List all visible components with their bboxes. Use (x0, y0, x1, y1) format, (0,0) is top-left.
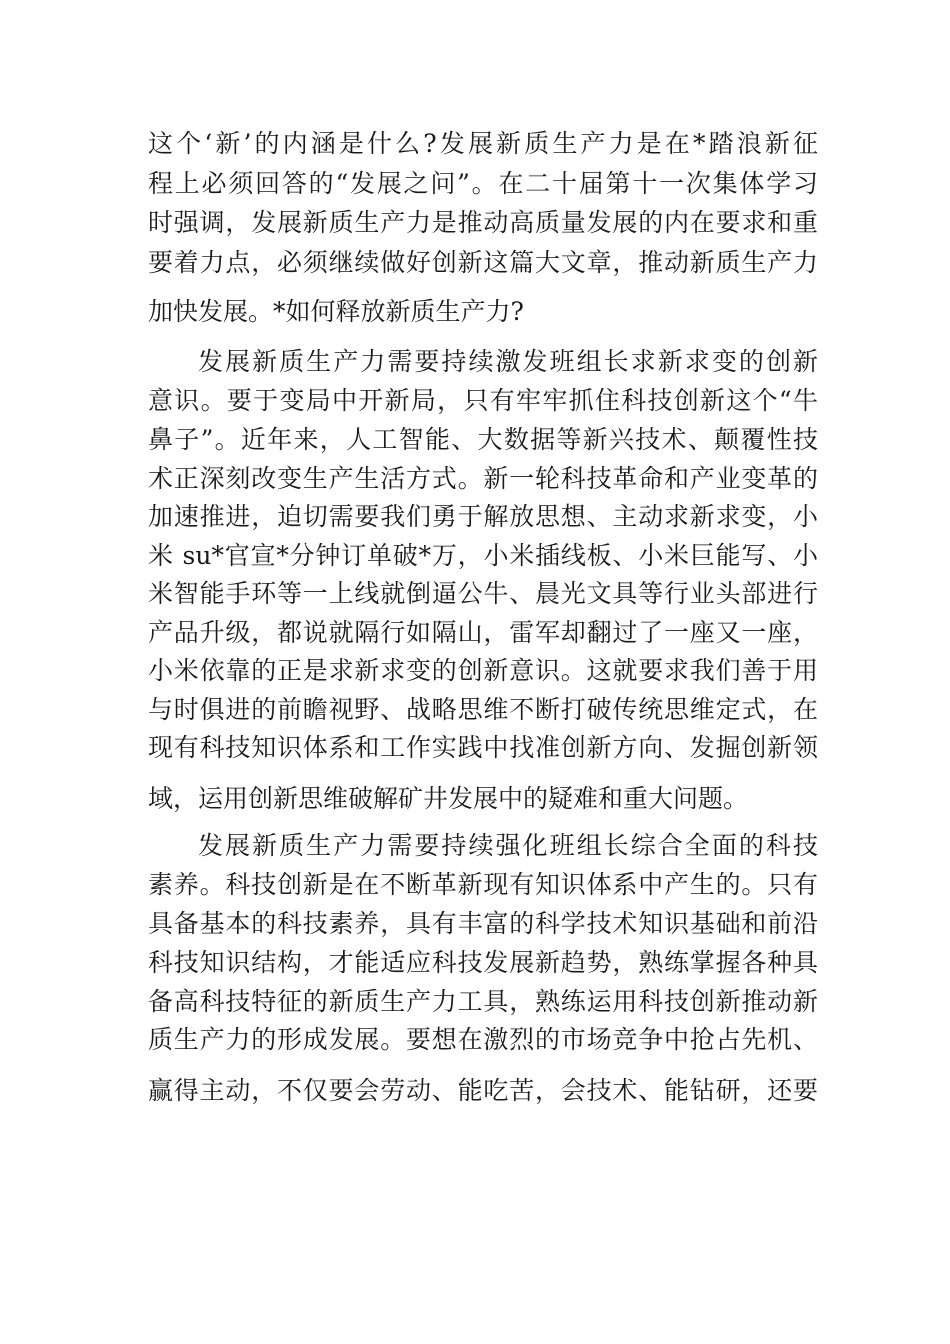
paragraph-2-line-8: 产品升级，都说就隔行如隔山，雷军却翻过了一座又一座， (148, 618, 818, 647)
paragraph-2-line-9: 小米依靠的正是求新求变的创新意识。这就要求我们善于用 (148, 656, 818, 685)
paragraph-1-line-2: 程上必须回答的“发展之问”。在二十届第十一次集体学习 (148, 169, 818, 198)
paragraph-3-line-2: 素养。科技创新是在不断革新现有知识体系中产生的。只有 (148, 870, 818, 899)
paragraph-2-line-5: 加速推进，迫切需要我们勇于解放思想、主动求新求变，小 (148, 502, 818, 531)
paragraph-2-line-11: 现有科技知识体系和工作实践中找准创新方向、发掘创新领 (148, 733, 818, 762)
paragraph-1-line-5: 加快发展。*如何释放新质生产力? (148, 297, 524, 326)
paragraph-1-line-4: 要着力点，必须继续做好创新这篇大文章，推动新质生产力 (148, 248, 818, 277)
paragraph-3-line-1: 发展新质生产力需要持续强化班组长综合全面的科技 (198, 831, 818, 860)
paragraph-3-line-5: 备高科技特征的新质生产力工具，熟练运用科技创新推动新 (148, 987, 818, 1016)
paragraph-2-line-1: 发展新质生产力需要持续激发班组长求新求变的创新 (198, 347, 818, 376)
paragraph-1-line-1: 这个‘新’的内涵是什么?发展新质生产力是在*踏浪新征 (148, 129, 818, 158)
paragraph-2-line-10: 与时俱进的前瞻视野、战略思维不断打破传统思维定式，在 (148, 695, 818, 724)
paragraph-2-line-2: 意识。要于变局中开新局，只有牢牢抓住科技创新这个“牛 (148, 386, 818, 415)
paragraph-2-line-6: 米 su*官宣*分钟订单破*万，小米插线板、小米巨能写、小 (148, 541, 818, 570)
paragraph-3-line-3: 具备基本的科技素养，具有丰富的科学技术知识基础和前沿 (148, 909, 818, 938)
paragraph-2-line-12: 域，运用创新思维破解矿井发展中的疑难和重大问题。 (148, 784, 749, 813)
paragraph-3-line-6: 质生产力的形成发展。要想在激烈的市场竞争中抢占先机、 (148, 1025, 818, 1054)
paragraph-1-line-3: 时强调，发展新质生产力是推动高质量发展的内在要求和重 (148, 208, 818, 237)
paragraph-3-line-4: 科技知识结构，才能适应科技发展新趋势，熟练掌握各种具 (148, 948, 818, 977)
paragraph-2-line-3: 鼻子”。近年来，人工智能、大数据等新兴技术、颠覆性技 (148, 425, 818, 454)
paragraph-2-line-4: 术正深刻改变生产生活方式。新一轮科技革命和产业变革的 (148, 464, 818, 493)
paragraph-2-line-7: 米智能手环等一上线就倒逼公牛、晨光文具等行业头部进行 (148, 579, 818, 608)
paragraph-3-line-7: 赢得主动，不仅要会劳动、能吃苦，会技术、能钻研，还要 (148, 1076, 818, 1105)
